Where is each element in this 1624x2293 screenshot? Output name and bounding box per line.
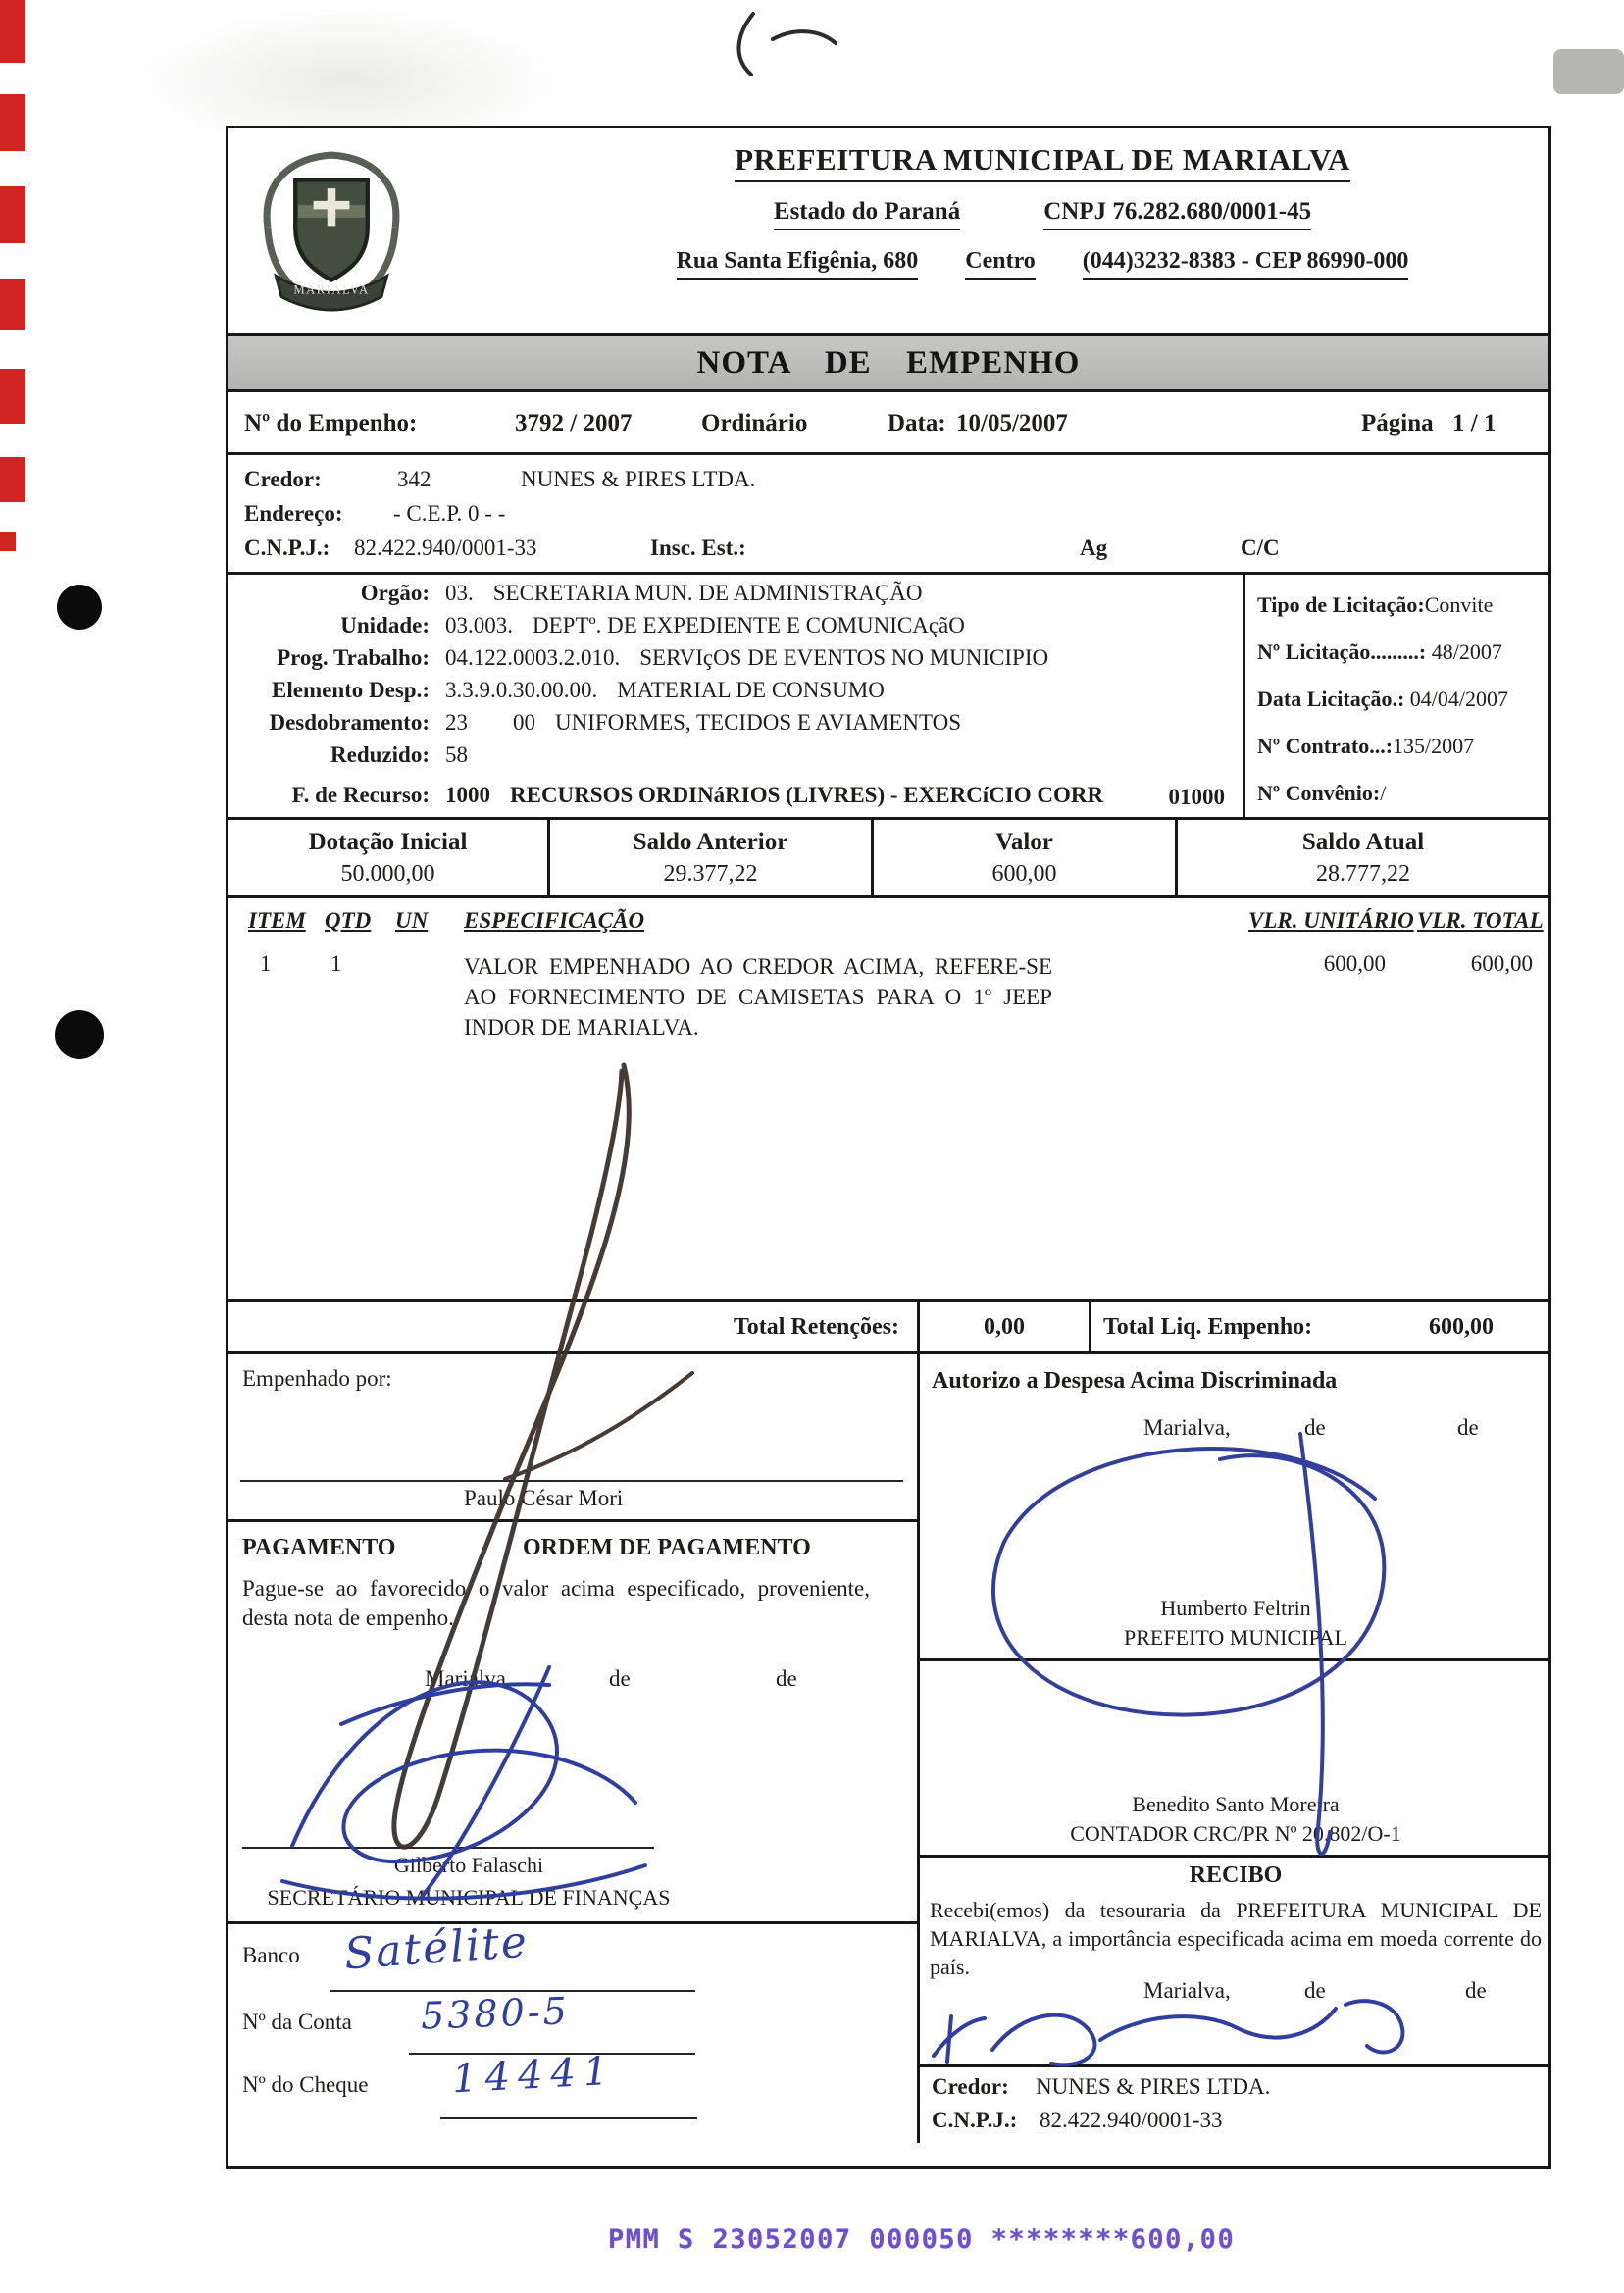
row-code: 03.	[445, 581, 474, 605]
creditor-label: Credor:	[244, 467, 322, 491]
budget-classification-section	[228, 575, 1548, 820]
payment-order-title: ORDEM DE PAGAMENTO	[523, 1535, 811, 1560]
nota-de-empenho-form	[226, 126, 1551, 2169]
entity-name: PREFEITURA MUNICIPAL DE MARIALVA	[735, 142, 1350, 182]
balance-col	[550, 820, 874, 895]
classification-row	[228, 581, 1243, 613]
bidding-date-value: 04/04/2007	[1409, 687, 1509, 711]
bidding-number	[1257, 639, 1502, 665]
agency-label: Ag	[1080, 535, 1108, 560]
retentions-value-cell	[920, 1302, 1091, 1351]
creditor-name: NUNES & PIRES LTDA.	[521, 467, 756, 491]
row-description: SECRETARIA MUN. DE ADMINISTRAÇÃO	[492, 581, 923, 605]
city-line-city: Marialva,	[425, 1666, 512, 1691]
balance-value: 600,00	[991, 861, 1057, 887]
film-edge-mark	[0, 186, 25, 243]
divider	[228, 1921, 917, 1924]
receipt-title: RECIBO	[1189, 1862, 1283, 1888]
bidding-number-label: Nº Licitação.........:	[1257, 639, 1427, 664]
bidding-date	[1257, 687, 1508, 712]
balance-header: Dotação Inicial	[308, 829, 468, 855]
row-code: 58	[445, 742, 468, 767]
check-number-label: Nº do Cheque	[242, 2072, 369, 2097]
row-code: 1000	[445, 783, 490, 807]
divider	[228, 1519, 917, 1522]
fill-line	[440, 2117, 697, 2119]
divider	[920, 1658, 1548, 1661]
agreement-number-value: /	[1380, 781, 1387, 805]
city-line-of: de	[776, 1666, 797, 1691]
resource-code: 01000	[1168, 785, 1225, 809]
items-header-unit-value: VLR. UNITÁRIO	[1248, 908, 1414, 933]
check-handwritten-value: 14441	[450, 2048, 618, 2103]
retentions-cell	[228, 1302, 920, 1351]
pen-mark-top	[738, 14, 836, 75]
balance-header: Saldo Anterior	[633, 829, 788, 855]
film-edge-mark	[0, 279, 25, 330]
creditor-section	[228, 455, 1548, 575]
row-label: Elemento Desp.:	[272, 678, 430, 702]
film-edge-mark	[0, 457, 25, 502]
bidding-number-value: 48/2007	[1431, 639, 1502, 664]
film-edge-mark	[0, 94, 25, 151]
row-code: 04.122.0003.2.010.	[445, 645, 621, 670]
balance-value: 50.000,00	[340, 861, 435, 887]
hole-punch	[55, 1010, 104, 1059]
bidding-type-value: Convite	[1424, 592, 1494, 617]
net-total-cell	[1091, 1302, 1548, 1351]
empenho-number-label: Nº do Empenho:	[244, 410, 418, 436]
agreement-number-label: Nº Convênio:	[1257, 781, 1381, 805]
classification-row	[228, 645, 1243, 678]
signature-line	[242, 1847, 654, 1849]
retentions-value: 0,00	[984, 1313, 1025, 1340]
classification-row	[228, 613, 1243, 645]
entity-phone-cep: (044)3232-8383 - CEP 86990-000	[1083, 248, 1409, 280]
creditor-address-label: Endereço:	[244, 501, 343, 526]
row-description: MATERIAL DE CONSUMO	[617, 678, 885, 702]
signatures-area	[228, 1354, 1548, 2143]
item-unit-value: 600,00	[1323, 951, 1386, 976]
signature-line	[240, 1480, 903, 1482]
secretary-name: Gilberto Falaschi	[393, 1853, 544, 1877]
city-line-of: de	[1304, 1415, 1326, 1440]
row-description: RECURSOS ORDINáRIOS (LIVRES) - EXERCíCIO CORR	[510, 783, 1104, 807]
row-code: 3.3.9.0.30.00.00.	[445, 678, 598, 702]
row-label: Reduzido:	[330, 742, 430, 767]
empenho-date-label: Data:	[888, 410, 946, 436]
payment-title: PAGAMENTO	[242, 1535, 396, 1560]
row-code2: 00	[513, 710, 535, 735]
net-total-value: 600,00	[1429, 1313, 1494, 1340]
receipt-text: Recebi(emos) da tesouraria da PREFEITURA MUNICIPAL DE MARIALVA, a importância especificada acima em moeda corrente do país.	[930, 1898, 1542, 1979]
item-total-value: 600,00	[1470, 951, 1533, 976]
row-description: UNIFORMES, TECIDOS E AVIAMENTOS	[555, 710, 962, 735]
budget-classification	[228, 575, 1243, 817]
divider	[920, 1855, 1548, 1858]
retentions-label: Total Retenções:	[733, 1313, 899, 1340]
city-line-city: Marialva,	[1143, 1415, 1231, 1440]
bidding-type-label: Tipo de Licitação:	[1257, 592, 1425, 617]
contract-number	[1257, 734, 1474, 759]
balance-header: Saldo Atual	[1301, 829, 1425, 855]
entity-district: Centro	[965, 248, 1036, 280]
authorization-title: Autorizo a Despesa Acima Discriminada	[932, 1368, 1338, 1394]
row-code: 03.003.	[445, 613, 513, 637]
item-description: VALOR EMPENHADO AO CREDOR ACIMA, REFERE-SE AO FORNECIMENTO DE CAMISETAS PARA O 1º JEEP INDOR DE MARIALVA.	[464, 954, 1052, 1040]
account-label: C/C	[1241, 535, 1280, 560]
secretary-title: SECRETÁRIO MUNICIPAL DE FINANÇAS	[267, 1885, 671, 1910]
items-header-spec: ESPECIFICAÇÃO	[464, 908, 645, 933]
receipt-creditor-label: Credor:	[932, 2074, 1009, 2099]
item-qty: 1	[330, 951, 342, 976]
classification-row	[228, 742, 1243, 775]
municipal-coat-of-arms	[248, 138, 415, 325]
creditor-code: 342	[397, 467, 431, 491]
receipt-cnpj-label: C.N.P.J.:	[932, 2108, 1018, 2132]
row-description: SERVIçOS DE EVENTOS NO MUNICIPIO	[639, 645, 1049, 670]
classification-row	[228, 678, 1243, 710]
balance-header: Valor	[995, 829, 1053, 855]
bank-handwritten-value: Satélite	[342, 1916, 531, 1980]
row-label: Orgão:	[360, 581, 430, 605]
balance-col	[1178, 820, 1548, 895]
empenho-number-row	[228, 392, 1548, 455]
items-header-total-value: VLR. TOTAL	[1417, 908, 1544, 933]
film-edge-mark	[0, 532, 16, 551]
account-handwritten-value: 5380-5	[420, 1989, 571, 2038]
committed-by-name: Paulo César Mori	[464, 1486, 624, 1510]
state-registration-label: Insc. Est.:	[650, 535, 746, 560]
balance-value: 28.777,22	[1316, 861, 1410, 887]
contract-number-label: Nº Contrato...:	[1257, 734, 1394, 758]
city-line-of: de	[1465, 1978, 1487, 2003]
items-header-unit: UN	[395, 908, 429, 933]
receipt-creditor-name: NUNES & PIRES LTDA.	[1036, 2074, 1271, 2099]
receipt-cnpj-value: 82.422.940/0001-33	[1040, 2108, 1223, 2132]
bidding-info	[1243, 575, 1548, 817]
film-edge-mark	[0, 0, 25, 63]
contract-number-value: 135/2007	[1393, 734, 1475, 758]
payment-column	[228, 1354, 920, 2143]
agreement-number	[1257, 781, 1386, 806]
creditor-cnpj-value: 82.422.940/0001-33	[354, 535, 537, 560]
film-edge-mark	[0, 369, 25, 424]
empenho-number-value: 3792 / 2007	[515, 410, 633, 436]
row-label: Unidade:	[340, 613, 430, 637]
net-total-label: Total Liq. Empenho:	[1103, 1313, 1313, 1340]
coat-of-arms-banner-text: MARIALVA	[293, 282, 370, 297]
items-header-qty: QTD	[325, 908, 372, 933]
scan-smudge	[1553, 49, 1624, 94]
form-header	[228, 128, 1548, 336]
row-label: Prog. Trabalho:	[277, 645, 430, 670]
page-label: Página	[1361, 410, 1434, 436]
hole-punch	[57, 585, 102, 630]
document-title: NOTA DE EMPENHO	[696, 344, 1081, 381]
city-line-city: Marialva,	[1143, 1978, 1231, 2003]
payment-order-text: Pague-se ao favorecido o valor acima especificado, proveniente, desta nota de empenho.	[242, 1576, 870, 1630]
classification-row	[228, 783, 1243, 815]
creditor-cnpj-label: C.N.P.J.:	[244, 535, 330, 560]
empenho-type: Ordinário	[701, 410, 808, 436]
bank-label: Banco	[242, 1943, 300, 1967]
mayor-name: Humberto Feltrin	[1160, 1596, 1311, 1620]
dot-matrix-print-line: PMM S 23052007 000050 ********600,00	[608, 2224, 1236, 2255]
entity-address: Rua Santa Efigênia, 680	[677, 248, 919, 280]
bidding-date-label: Data Licitação.:	[1257, 687, 1405, 711]
creditor-address-value: - C.E.P. 0 - -	[393, 501, 506, 526]
city-line-of: de	[1457, 1415, 1479, 1440]
city-line-of: de	[609, 1666, 631, 1691]
items-header-item: ITEM	[248, 908, 306, 933]
entity-cnpj: CNPJ 76.282.680/0001-45	[1043, 198, 1311, 230]
row-label: F. de Recurso:	[291, 783, 430, 807]
row-description: DEPTº. DE EXPEDIENTE E COMUNICAçãO	[533, 613, 965, 637]
bidding-type	[1257, 592, 1493, 618]
mayor-title: PREFEITO MUNICIPAL	[1124, 1625, 1347, 1650]
account-number-label: Nº da Conta	[242, 2010, 352, 2034]
balance-col	[228, 820, 550, 895]
page-value: 1 / 1	[1452, 410, 1497, 436]
balance-value: 29.377,22	[663, 861, 758, 887]
item-number: 1	[260, 951, 272, 976]
row-label: Desdobramento:	[269, 710, 430, 735]
document-title-bar	[228, 336, 1548, 392]
accountant-name: Benedito Santo Moreira	[1132, 1792, 1340, 1816]
empenho-date-value: 10/05/2007	[956, 410, 1068, 436]
city-line-of: de	[1304, 1978, 1326, 2003]
classification-row	[228, 710, 1243, 742]
balances-table	[228, 820, 1548, 898]
committed-by-label: Empenhado por:	[242, 1366, 392, 1391]
accountant-title: CONTADOR CRC/PR Nº 20.802/O-1	[1070, 1821, 1401, 1846]
totals-row	[228, 1302, 1548, 1354]
items-section	[228, 898, 1548, 1302]
balance-col	[874, 820, 1178, 895]
row-code: 23	[445, 710, 468, 735]
authorization-column	[920, 1354, 1548, 2143]
divider	[920, 2064, 1548, 2067]
entity-state: Estado do Paraná	[774, 198, 960, 230]
